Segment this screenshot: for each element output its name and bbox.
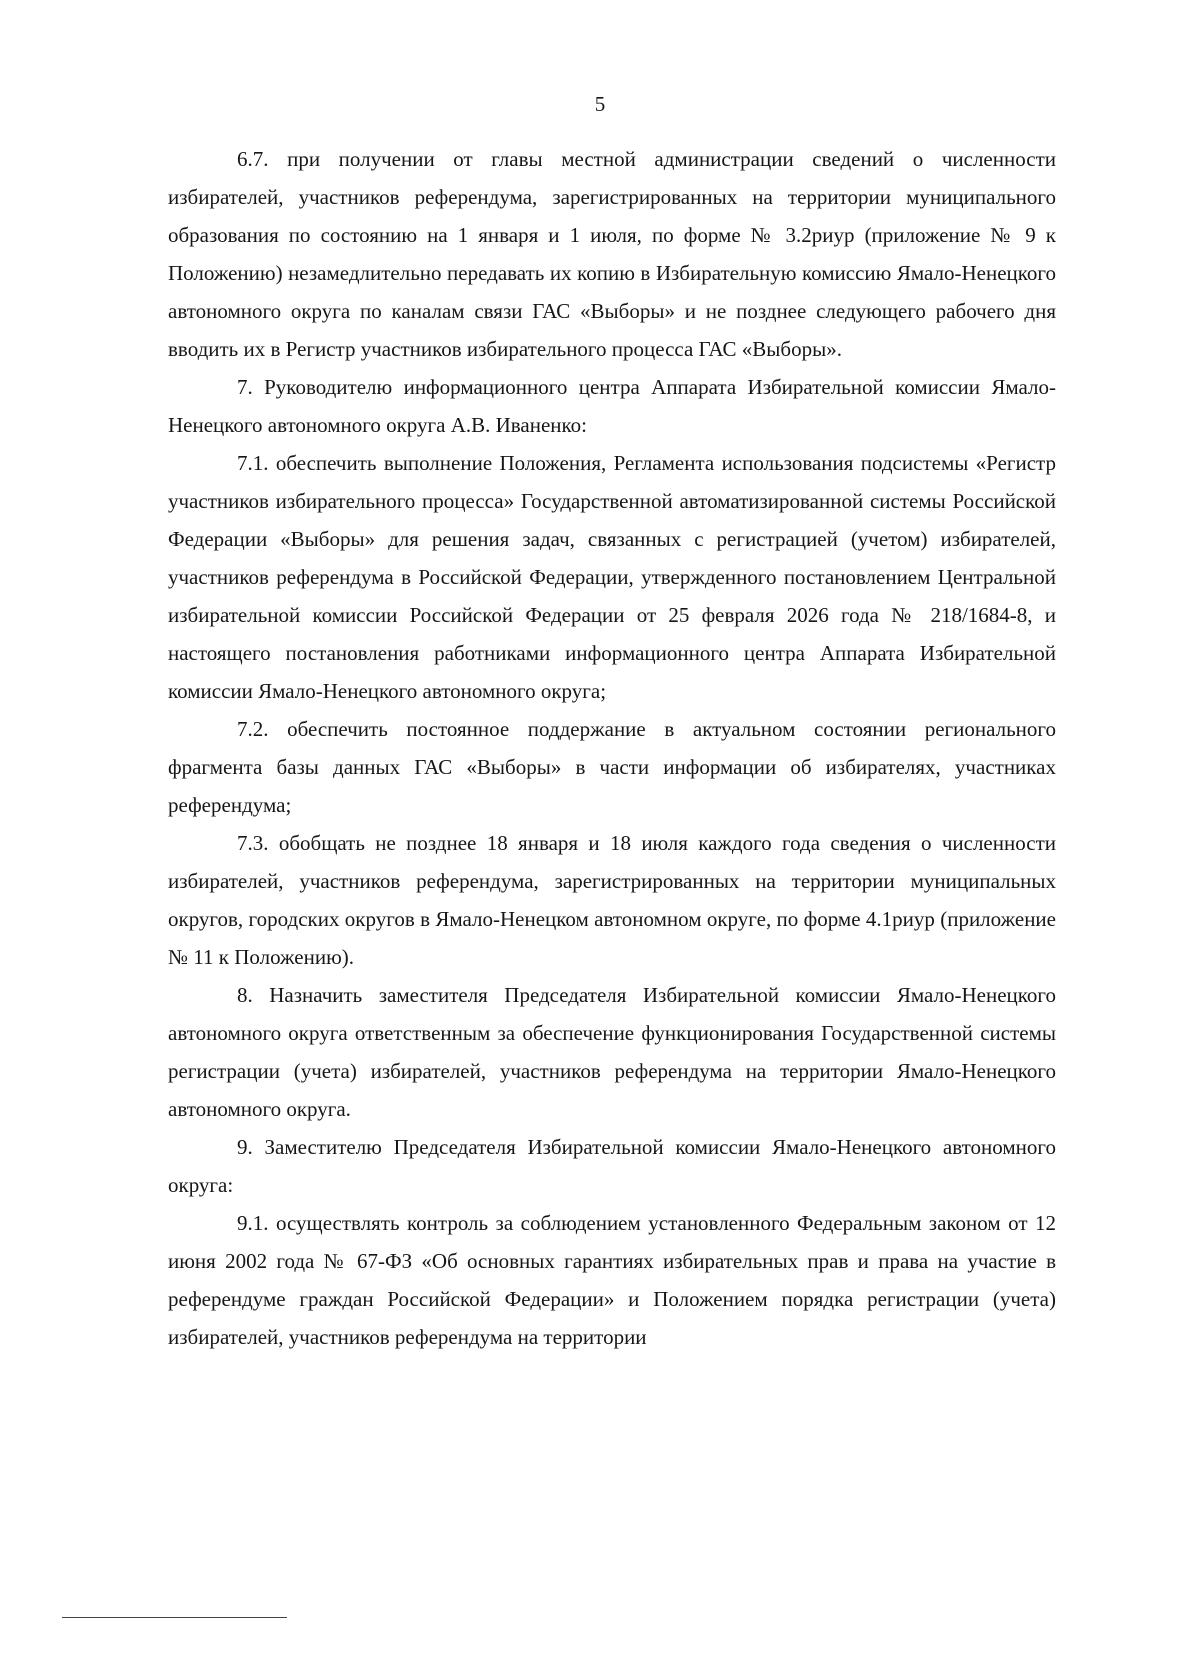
page-number: 5 — [594, 92, 606, 116]
paragraph-9-1: 9.1. осуществлять контроль за соблюдением установленного Федеральным законом от 12 июня 2002 года № 67-ФЗ «Об основных гарантиях избирательных прав и права на участие в референдуме граждан Российской Федерации» и Положением порядка регистрации (учета) избирателей, участников референдума на территории — [168, 1211, 1056, 1349]
paragraph-7-2: 7.2. обеспечить постоянное поддержание в актуальном состоянии регионального фрагмента базы данных ГАС «Выборы» в части информации об избирателях, участниках референдума; — [168, 717, 1056, 817]
paragraph-7-3: 7.3. обобщать не позднее 18 января и 18 июля каждого года сведения о численности избирателей, участников референдума, зарегистрированных на территории муниципальных округов, городских округов в Ямало-Ненецком автономном округе, по форме 4.1риур (приложение № 11 к Положению). — [168, 831, 1056, 969]
paragraph-9: 9. Заместителю Председателя Избирательной комиссии Ямало-Ненецкого автономного округа: — [168, 1135, 1056, 1197]
paragraph-6-7: 6.7. при получении от главы местной администрации сведений о численности избирателей, участников референдума, зарегистрированных на территории муниципального образования по состоянию на 1 января и 1 июля, по форме № 3.2риур (приложение № 9 к Положению) незамедлительно передавать их копию в Избирательную комиссию Ямало-Ненецкого автономного округа по каналам связи ГАС «Выборы» и не позднее следующего рабочего дня вводить их в Регистр участников избирательного процесса ГАС «Выборы». — [168, 147, 1056, 361]
paragraph-8: 8. Назначить заместителя Председателя Избирательной комиссии Ямало-Ненецкого автономного округа ответственным за обеспечение функционирования Государственной системы регистрации (учета) избирателей, участников референдума на территории Ямало-Ненецкого автономного округа. — [168, 983, 1056, 1121]
document-body — [168, 140, 1056, 1356]
paragraph-7: 7. Руководителю информационного центра Аппарата Избирательной комиссии Ямало-Ненецкого автономного округа А.В. Иваненко: — [168, 375, 1056, 437]
paragraph-7-1: 7.1. обеспечить выполнение Положения, Регламента использования подсистемы «Регистр участников избирательного процесса» Государственной автоматизированной системы Российской Федерации «Выборы» для решения задач, связанных с регистрацией (учетом) избирателей, участников референдума в Российской Федерации, утвержденного постановлением Центральной избирательной комиссии Российской Федерации от 25 февраля 2026 года № 218/1684-8, и настоящего постановления работниками информационного центра Аппарата Избирательной комиссии Ямало-Ненецкого автономного округа; — [168, 451, 1056, 703]
footnote-divider — [62, 1617, 287, 1618]
